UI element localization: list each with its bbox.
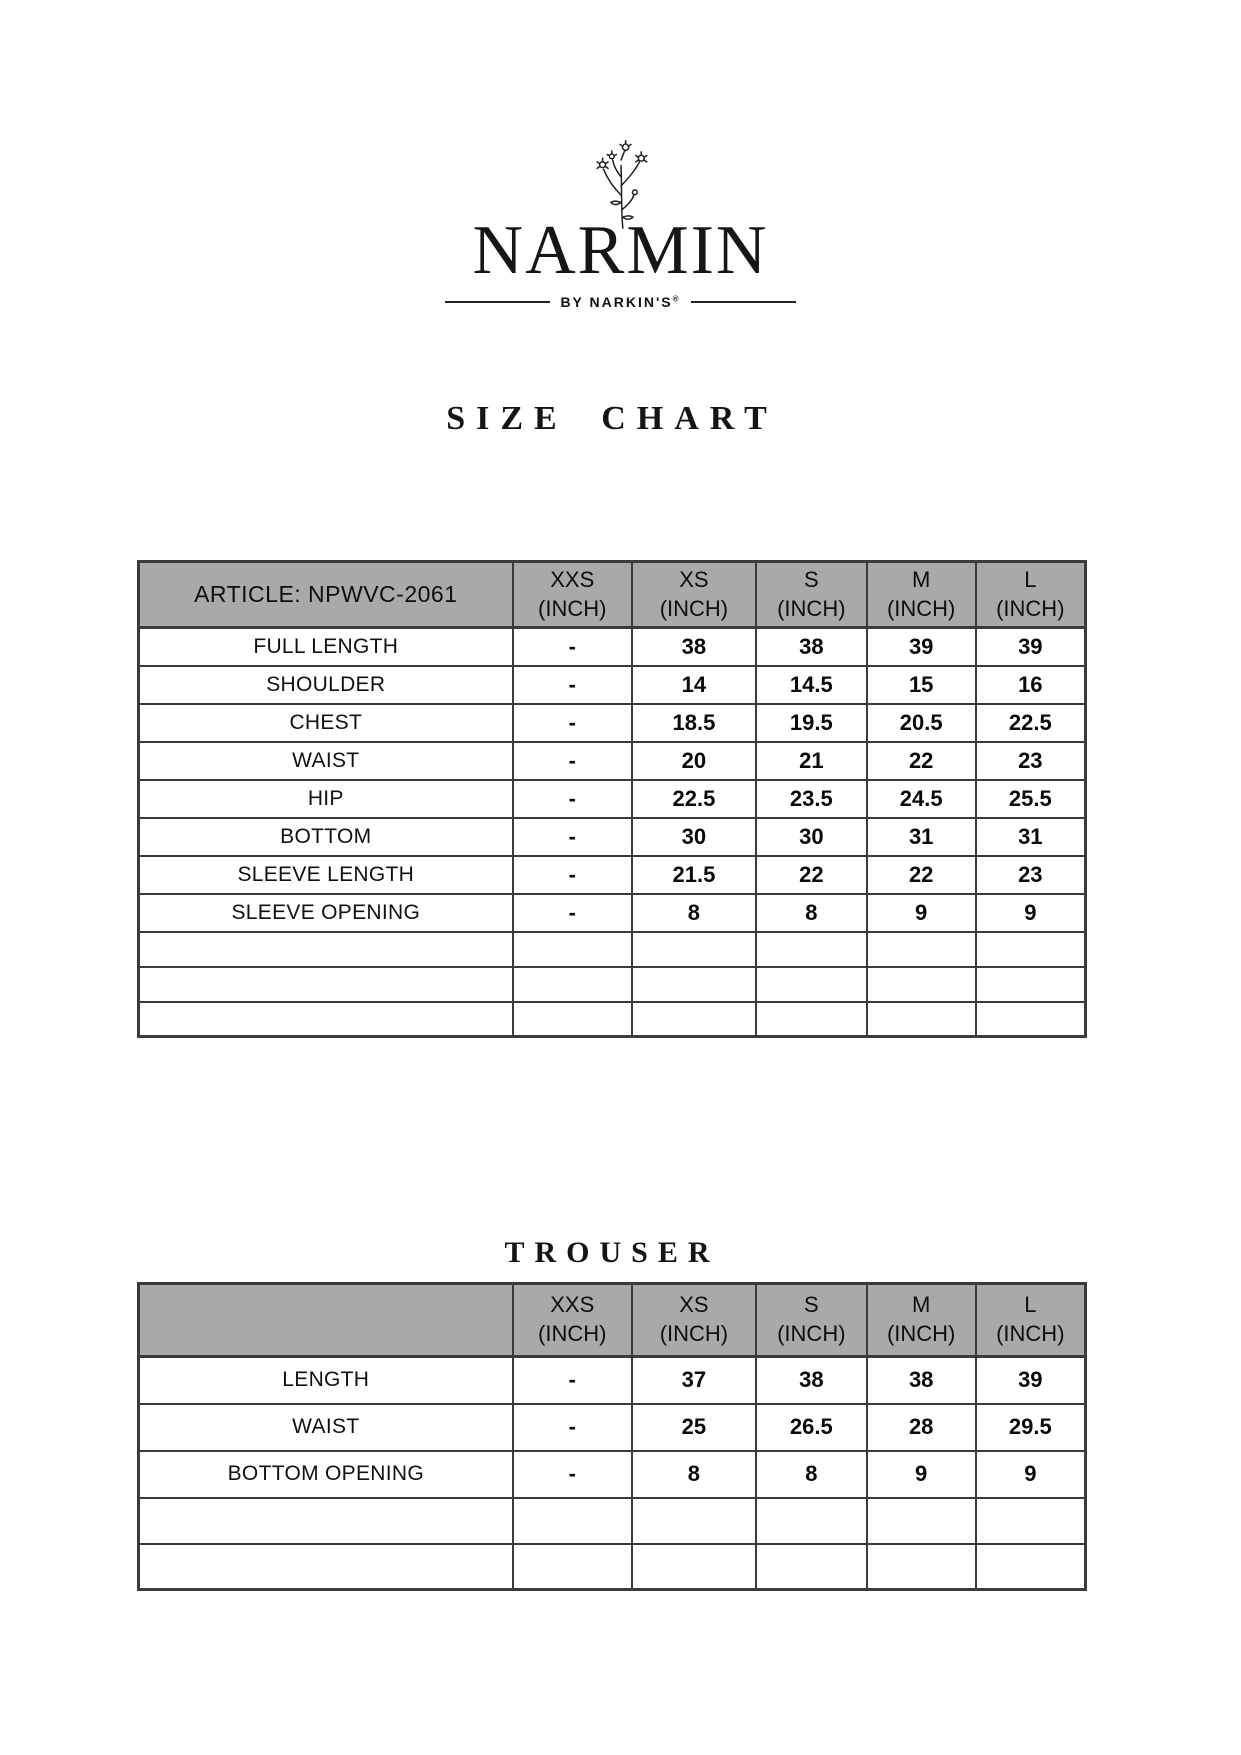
cell-value: 19.5 [756, 704, 867, 742]
cell-value: 18.5 [632, 704, 756, 742]
cell-value: - [513, 666, 632, 704]
cell-value: 9 [867, 1451, 976, 1498]
cell-value: 14.5 [756, 666, 867, 704]
cell-value: - [513, 628, 632, 666]
table-row-empty [139, 1498, 1086, 1544]
column-header-xs: XS (INCH) [632, 1284, 756, 1357]
size-chart-header-row [139, 562, 1086, 628]
brand-byline [0, 294, 1241, 310]
brand-name: NARMIN [472, 212, 769, 289]
cell-value: 22.5 [976, 704, 1086, 742]
table-row-chest [139, 704, 1086, 742]
cell-value: 25 [632, 1404, 756, 1451]
cell-value: - [513, 742, 632, 780]
cell-value: 25.5 [976, 780, 1086, 818]
row-label: WAIST [139, 742, 513, 780]
table-row-empty [139, 1544, 1086, 1590]
cell-value: 9 [976, 894, 1086, 932]
cell-value: 26.5 [756, 1404, 867, 1451]
column-header-xxs: XXS (INCH) [513, 562, 632, 628]
row-label: CHEST [139, 704, 513, 742]
cell-value: - [513, 704, 632, 742]
table-row-length [139, 1357, 1086, 1404]
cell-value: - [513, 1404, 632, 1451]
table-row-hip [139, 780, 1086, 818]
column-header-l: L (INCH) [976, 562, 1086, 628]
column-header-xs: XS (INCH) [632, 562, 756, 628]
cell-value: 8 [756, 1451, 867, 1498]
cell-value: 39 [976, 628, 1086, 666]
byline-text: BY NARKIN'S [560, 294, 673, 310]
cell-value: - [513, 780, 632, 818]
table-row-bottom-opening [139, 1451, 1086, 1498]
trouser-header-row [139, 1284, 1086, 1357]
cell-value: 22 [867, 742, 976, 780]
row-label: HIP [139, 780, 513, 818]
cell-value: - [513, 1357, 632, 1404]
cell-value: 39 [976, 1357, 1086, 1404]
cell-value: - [513, 894, 632, 932]
column-header-m: M (INCH) [867, 1284, 976, 1357]
column-header-m: M (INCH) [867, 562, 976, 628]
row-label: BOTTOM OPENING [139, 1451, 513, 1498]
table-row-sleeve-opening [139, 894, 1086, 932]
table-row-full-length [139, 628, 1086, 666]
row-label: SLEEVE LENGTH [139, 856, 513, 894]
cell-value: 23.5 [756, 780, 867, 818]
cell-value: 8 [756, 894, 867, 932]
cell-value: 37 [632, 1357, 756, 1404]
cell-value: - [513, 1451, 632, 1498]
column-header-s: S (INCH) [756, 1284, 867, 1357]
cell-value: 20 [632, 742, 756, 780]
table-row-waist [139, 742, 1086, 780]
cell-value: 8 [632, 894, 756, 932]
cell-value: 15 [867, 666, 976, 704]
row-label: SLEEVE OPENING [139, 894, 513, 932]
cell-value: 23 [976, 742, 1086, 780]
cell-value: 24.5 [867, 780, 976, 818]
article-number: ARTICLE: NPWVC-2061 [139, 562, 513, 628]
table-row-waist [139, 1404, 1086, 1451]
cell-value: 38 [756, 1357, 867, 1404]
column-header-l: L (INCH) [976, 1284, 1086, 1357]
row-label: BOTTOM [139, 818, 513, 856]
cell-value: 16 [976, 666, 1086, 704]
cell-value: 29.5 [976, 1404, 1086, 1451]
trouser-table [137, 1282, 1087, 1591]
cell-value: 21 [756, 742, 867, 780]
cell-value: 9 [867, 894, 976, 932]
table-row-empty [139, 932, 1086, 967]
table-row-shoulder [139, 666, 1086, 704]
cell-value: 31 [867, 818, 976, 856]
cell-value: 21.5 [632, 856, 756, 894]
page-title: SIZE CHART [446, 400, 778, 437]
cell-value: 14 [632, 666, 756, 704]
cell-value: 22.5 [632, 780, 756, 818]
trouser-header-blank [139, 1284, 513, 1357]
cell-value: - [513, 856, 632, 894]
cell-value: 20.5 [867, 704, 976, 742]
column-header-xxs: XXS (INCH) [513, 1284, 632, 1357]
cell-value: - [513, 818, 632, 856]
cell-value: 9 [976, 1451, 1086, 1498]
cell-value: 38 [867, 1357, 976, 1404]
row-label: WAIST [139, 1404, 513, 1451]
cell-value: 30 [632, 818, 756, 856]
cell-value: 22 [756, 856, 867, 894]
row-label: SHOULDER [139, 666, 513, 704]
row-label: FULL LENGTH [139, 628, 513, 666]
byline-left-rule [445, 301, 550, 303]
column-header-s: S (INCH) [756, 562, 867, 628]
content-column [137, 400, 1087, 1591]
table-row-empty [139, 967, 1086, 1002]
trouser-section-title: TROUSER [504, 1236, 720, 1269]
cell-value: 31 [976, 818, 1086, 856]
brand-logo [0, 0, 1241, 310]
cell-value: 22 [867, 856, 976, 894]
table-row-bottom [139, 818, 1086, 856]
cell-value: 30 [756, 818, 867, 856]
cell-value: 38 [756, 628, 867, 666]
cell-value: 38 [632, 628, 756, 666]
row-label: LENGTH [139, 1357, 513, 1404]
cell-value: 39 [867, 628, 976, 666]
size-chart-table [137, 560, 1087, 1038]
cell-value: 28 [867, 1404, 976, 1451]
cell-value: 23 [976, 856, 1086, 894]
registered-mark: ® [672, 294, 681, 304]
table-row-sleeve-length [139, 856, 1086, 894]
table-row-empty [139, 1002, 1086, 1037]
cell-value: 8 [632, 1451, 756, 1498]
byline-right-rule [691, 301, 796, 303]
